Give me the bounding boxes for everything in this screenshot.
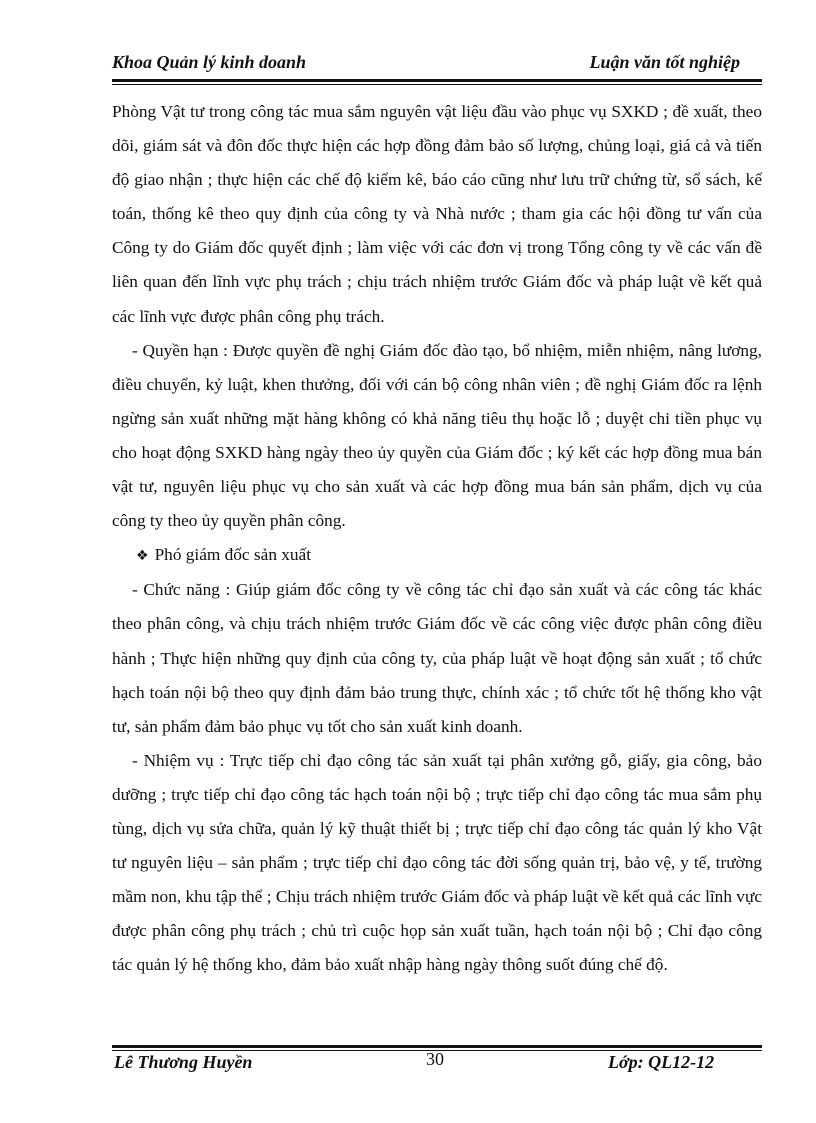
- header-document-type: Luận văn tốt nghiệp: [589, 52, 740, 72]
- footer-author: Lê Thương Huyền: [114, 1052, 253, 1072]
- page-number: 30: [426, 1049, 444, 1069]
- body-text: [112, 95, 762, 982]
- paragraph-function: - Chức năng : Giúp giám đốc công ty về công tác chỉ đạo sản xuất và các công tác khác theo phân công, và chịu trách nhiệm trước Giám đốc về các công việc được phân công điều hành ; Thực hiện những quy định của công ty, của pháp luật về hoạt động sản xuất ; tổ chức hạch toán nội bộ theo quy định đảm bảo trung thực, chính xác ; tổ chức tốt hệ thống kho vật tư, sản phẩm đảm bảo phục vụ tốt cho sản xuất kinh doanh.: [112, 580, 762, 736]
- section-heading-text: Phó giám đốc sản xuất: [154, 545, 312, 565]
- header-rule-thin: [112, 84, 762, 85]
- diamond-bullet-icon: ❖: [136, 548, 149, 565]
- footer-rule-thick: [112, 1045, 762, 1048]
- paragraph-procurement: Phòng Vật tư trong công tác mua sắm nguyên vật liệu đầu vào phục vụ SXKD ; đề xuất, theo dõi, giám sát và đôn đốc thực hiện các hợp đồng đảm bảo số lượng, chủng loại, giá cả và tiến độ giao nhận ; thực hiện các chế độ kiểm kê, báo cáo cũng như lưu trữ chứng từ, sổ sách, kế toán, thống kê theo quy định của công ty và Nhà nước ; tham gia các hội đồng tư vấn của Công ty do Giám đốc quyết định ; làm việc với các đơn vị trong Tổng công ty về các vấn đề liên quan đến lĩnh vực phụ trách ; chịu trách nhiệm trước Giám đốc và pháp luật về kết quả các lĩnh vực được phân công phụ trách.: [112, 102, 762, 326]
- header-rule-thick: [112, 79, 762, 82]
- section-heading-deputy-production: [112, 538, 762, 573]
- paragraph-duties: - Nhiệm vụ : Trực tiếp chỉ đạo công tác sản xuất tại phân xưởng gỗ, giấy, gia công, bảo dưỡng ; trực tiếp chỉ đạo công tác hạch toán nội bộ ; trực tiếp chỉ đạo công tác mua sắm phụ tùng, dịch vụ sửa chữa, quản lý kỹ thuật thiết bị ; trực tiếp chỉ đạo công tác quản lý kho Vật tư nguyên liệu – sản phẩm ; trực tiếp chỉ đạo công tác đời sống quản trị, bảo vệ, y tế, trường mầm non, khu tập thể ; Chịu trách nhiệm trước Giám đốc và pháp luật về kết quả các lĩnh vực được phân công phụ trách ; chủ trì cuộc họp sản xuất tuần, hạch toán nội bộ ; Chỉ đạo công tác quản lý hệ thống kho, đảm bảo xuất nhập hàng ngày thông suốt đúng chế độ.: [112, 750, 762, 975]
- paragraph-powers: - Quyền hạn : Được quyền đề nghị Giám đốc đào tạo, bổ nhiệm, miễn nhiệm, nâng lương, điều chuyển, kỷ luật, khen thưởng, đối với cán bộ công nhân viên ; đề nghị Giám đốc ra lệnh ngừng sản xuất những mặt hàng không có khả năng tiêu thụ hoặc lỗ ; duyệt chi tiền phục vụ cho hoạt động SXKD hàng ngày theo ủy quyền của Giám đốc ; ký kết các hợp đồng mua bán vật tư, nguyên liệu phục vụ cho sản xuất và các hợp đồng mua bán sản phẩm, dịch vụ của công ty theo ủy quyền phân công.: [112, 340, 762, 531]
- footer-class: Lớp: QL12-12: [608, 1052, 715, 1072]
- page-header: [112, 52, 762, 78]
- header-department: Khoa Quản lý kinh doanh: [112, 52, 307, 72]
